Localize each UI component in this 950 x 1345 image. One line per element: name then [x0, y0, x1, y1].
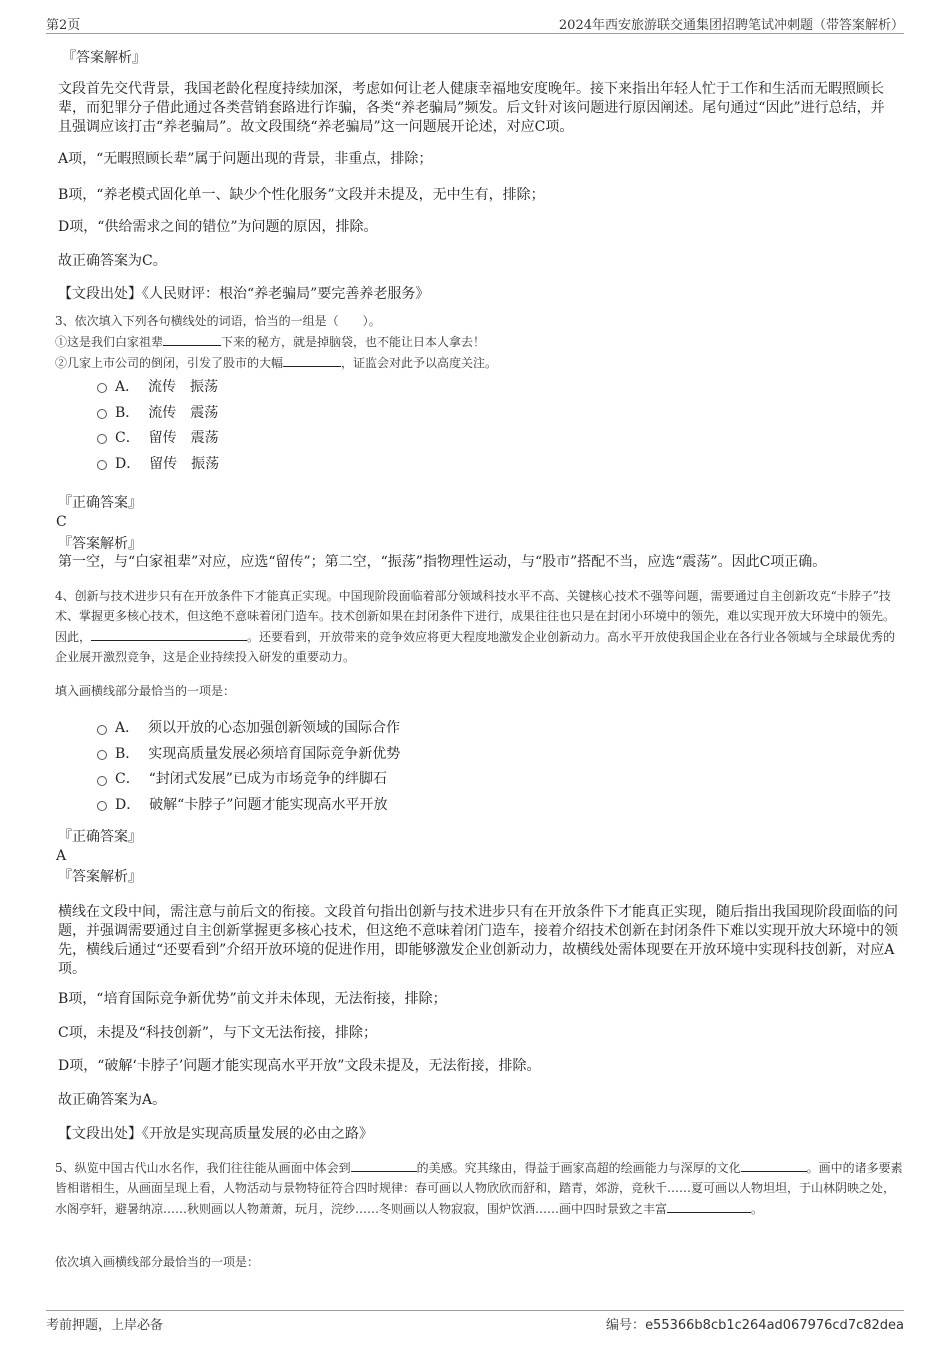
page-number: 第2页 [46, 18, 81, 33]
option-letter: D． [115, 797, 141, 813]
answer-conclusion: 故正确答案为A。 [58, 1092, 167, 1108]
option-d-radio[interactable] [97, 460, 107, 470]
question-3-sentence-1 [55, 331, 485, 352]
question-5-stem [55, 1157, 903, 1219]
option-b-radio[interactable] [97, 750, 107, 760]
option-c-radio[interactable] [97, 776, 107, 786]
option-a-radio[interactable] [97, 383, 107, 393]
fill-blank [351, 1157, 417, 1172]
stem-part-3: 。画中的诸多要素皆相谐相生，从画面呈现上看，人物活动与景物特征符合四时规律：春可画以人物欣欣而舒和，踏青，郊游，竞秋千……夏可画以人物坦坦，于山林阴映之处，水阁亭轩，避暑纳凉……秋则画以人物萧萧，玩月，浣纱……冬则画以人物寂寂，围炉饮酒……画中四时景致之丰富 [55, 1161, 903, 1216]
option-a-explanation: A项，“无暇照顾长辈”属于问题出现的背景，非重点，排除； [58, 151, 433, 167]
document-title: 2024年西安旅游联交通集团招聘笔试冲刺题（带答案解析） [558, 18, 904, 33]
analysis-label: 『答案解析』 [58, 536, 142, 552]
sentence-2-start: ②几家上市公司的倒闭，引发了股市的大幅 [55, 356, 284, 370]
option-b[interactable] [115, 402, 218, 422]
option-text: 实现高质量发展必须培育国际竞争新优势 [148, 746, 401, 762]
option-text: 破解“卡脖子”问题才能实现高水平开放 [149, 797, 388, 813]
stem-part-2: 的美感。究其缘由，得益于画家高超的绘画能力与深厚的文化 [416, 1161, 741, 1175]
option-d[interactable] [115, 794, 387, 814]
stem-start: 4、创新与技术进步只有在开放条件下才能真正实现。中国现阶段面临着部分领域科技水平不高、关键核心技术不强等问题，需要通过自主创新攻克“卡脖子”技术、掌握更多核心技术，但这绝不意味着闭门造车。技术创新如果在封闭条件下进行，成果往往也只是在封闭小环境中的领先，难以实现开放大环境中的领先。因此， [55, 589, 896, 644]
option-c-radio[interactable] [97, 434, 107, 444]
option-d-explanation: D项，“供给需求之间的错位”为问题的原因，排除。 [58, 219, 378, 235]
fill-blank [667, 1198, 751, 1213]
sentence-1-end: 下来的秘方，就是掉脑袋，也不能让日本人拿去！ [221, 335, 486, 349]
option-b-explanation: B项，“养老模式固化单一、缺少个性化服务”文段并未提及，无中生有，排除； [58, 187, 545, 203]
code-value: e55366b8cb1c264ad067976cd7c82dea [645, 1318, 904, 1333]
option-letter: A． [115, 379, 140, 395]
option-text: 流传 震荡 [148, 405, 219, 421]
option-text: “封闭式发展”已成为市场竞争的绊脚石 [148, 771, 387, 787]
option-b-explanation: B项，“培育国际竞争新优势”前文并未体现，无法衔接，排除； [58, 991, 447, 1007]
option-d[interactable] [115, 453, 219, 473]
correct-answer-label: 『正确答案』 [58, 495, 142, 511]
option-letter: A． [115, 720, 140, 736]
option-a-radio[interactable] [97, 725, 107, 735]
document-code [606, 1314, 904, 1333]
sentence-2-end: ，证监会对此予以高度关注。 [341, 356, 498, 370]
answer-conclusion: 故正确答案为C。 [58, 253, 167, 269]
question-3-stem: 3、依次填入下列各句横线处的词语，恰当的一组是（ ）。 [55, 314, 381, 328]
analysis-label: 『答案解析』 [62, 50, 146, 66]
correct-answer: A [56, 848, 67, 864]
question-4-analysis: 横线在文段中间，需注意与前后文的衔接。文段首句指出创新与技术进步只有在开放条件下才能真正实现，随后指出我国现阶段面临的问题，并强调需要通过自主创新掌握更多核心技术，但这绝不意味着闭门造车，接着介绍技术创新在封闭条件下难以实现开放大环境中的领先，横线后通过“还要看到”介绍开放环境的促进作用，即能够激发企业创新动力，故横线处需体现要在开放环境中实现科技创新，对应A项。 [58, 904, 898, 977]
fill-blank [283, 352, 341, 367]
option-c[interactable] [115, 768, 387, 788]
option-d-explanation: D项，“破解‘卡脖子’问题才能实现高水平开放”文段未提及，无法衔接，排除。 [58, 1058, 541, 1074]
option-letter: C． [115, 771, 140, 787]
correct-answer: C [56, 514, 67, 530]
footer-rule [46, 1310, 904, 1311]
option-text: 留传 震荡 [148, 430, 219, 446]
option-letter: D． [115, 456, 141, 472]
footer-slogan: 考前押题，上岸必备 [46, 1318, 164, 1333]
option-letter: C． [115, 430, 140, 446]
option-d-radio[interactable] [97, 801, 107, 811]
fill-blank [741, 1157, 807, 1172]
question-4-stem [55, 586, 903, 667]
stem-end: 。还要看到，开放带来的竞争效应将更大程度地激发企业创新动力。高水平开放使我国企业在各行业各领域与全球最优秀的企业展开激烈竞争，这是企业持续投入研发的重要动力。 [55, 630, 896, 664]
header-rule [46, 33, 904, 34]
stem-part-1: 5、纵览中国古代山水名作，我们往往能从画面中体会到 [55, 1161, 351, 1175]
analysis-label: 『答案解析』 [58, 869, 142, 885]
option-c[interactable] [115, 427, 219, 447]
option-a[interactable] [115, 376, 218, 396]
question-3-analysis: 第一空，与“白家祖辈”对应，应选“留传”；第二空，“振荡”指物理性运动，与“股市”搭配不当，应选“震荡”。因此C项正确。 [58, 554, 827, 570]
option-text: 流传 振荡 [148, 379, 219, 395]
fill-blank [91, 626, 247, 641]
option-b-radio[interactable] [97, 409, 107, 419]
sentence-1-start: ①这是我们白家祖辈 [55, 335, 164, 349]
question-4-prompt: 填入画横线部分最恰当的一项是： [55, 684, 236, 698]
stem-part-4: 。 [751, 1202, 764, 1216]
analysis-paragraph: 文段首先交代背景，我国老龄化程度持续加深，考虑如何让老人健康幸福地安度晚年。接下来指出年轻人忙于工作和生活而无暇照顾长辈，而犯罪分子借此通过各类营销套路进行诈骗，各类“养老骗局”频发。后文针对该问题进行原因阐述。尾句通过“因此”进行总结，并且强调应该打击“养老骗局”。故文段围绕“养老骗局”这一问题展开论述，对应C项。 [58, 81, 885, 135]
option-a[interactable] [115, 717, 400, 737]
option-c-explanation: C项，未提及“科技创新”，与下文无法衔接，排除； [58, 1025, 378, 1041]
correct-answer-label: 『正确答案』 [58, 829, 142, 845]
question-3-sentence-2 [55, 352, 497, 373]
fill-blank [163, 331, 221, 346]
code-label: 编号： [606, 1318, 646, 1333]
option-b[interactable] [115, 743, 400, 763]
option-text: 须以开放的心态加强创新领域的国际合作 [148, 720, 401, 736]
question-5-prompt: 依次填入画横线部分最恰当的一项是： [55, 1255, 260, 1269]
option-letter: B． [115, 746, 140, 762]
source-citation: 【文段出处】《开放是实现高质量发展的必由之路》 [58, 1126, 373, 1142]
source-citation: 【文段出处】《人民财评：根治“养老骗局”要完善养老服务》 [58, 286, 430, 302]
option-letter: B． [115, 405, 140, 421]
option-text: 留传 振荡 [149, 456, 220, 472]
